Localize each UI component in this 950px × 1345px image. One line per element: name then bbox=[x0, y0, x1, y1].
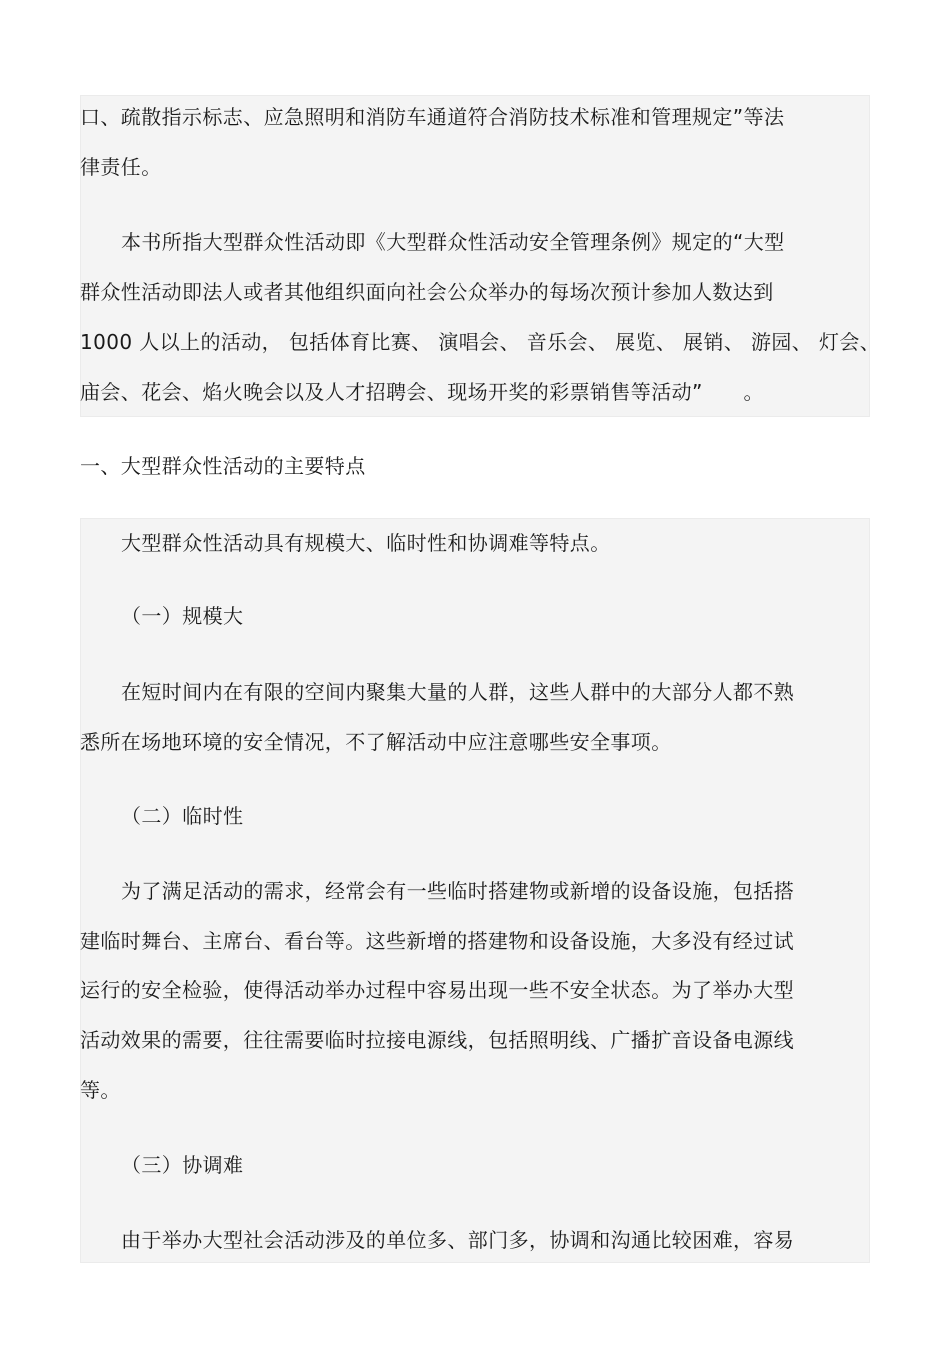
paragraph-line: 口、疏散指示标志、应急照明和消防车通道符合消防技术标准和管理规定”等法 bbox=[80, 105, 785, 129]
paragraph-line: 活动效果的需要，往往需要临时拉接电源线，包括照明线、广播扩音设备电源线 bbox=[80, 1028, 794, 1052]
paragraph-line: 由于举办大型社会活动涉及的单位多、部门多，协调和沟通比较困难，容易 bbox=[121, 1228, 795, 1252]
paragraph-line: 为了满足活动的需求，经常会有一些临时搭建物或新增的设备设施，包括搭 bbox=[121, 879, 795, 903]
subheading-temporary: （二）临时性 bbox=[121, 804, 244, 828]
paragraph-line: 建临时舞台、主席台、看台等。这些新增的搭建物和设备设施，大多没有经过试 bbox=[80, 929, 794, 953]
subheading-scale: （一）规模大 bbox=[121, 604, 244, 628]
paragraph-line: 在短时间内在有限的空间内聚集大量的人群，这些人群中的大部分人都不熟 bbox=[121, 680, 795, 704]
intro-paragraph: 大型群众性活动具有规模大、临时性和协调难等特点。 bbox=[121, 531, 611, 555]
paragraph-line: 等。 bbox=[80, 1078, 121, 1102]
paragraph-line: 庙会、花会、焰火晚会以及人才招聘会、现场开奖的彩票销售等活动” 。 bbox=[80, 380, 764, 404]
subheading-coordination: （三）协调难 bbox=[121, 1153, 244, 1177]
paragraph-line: 本书所指大型群众性活动即《大型群众性活动安全管理条例》规定的“大型 bbox=[121, 230, 785, 254]
text-block-legal-definition bbox=[80, 95, 870, 417]
paragraph-line: 群众性活动即法人或者其他组织面向社会公众举办的每场次预计参加人数达到 bbox=[80, 280, 774, 304]
paragraph-line: 悉所在场地环境的安全情况，不了解活动中应注意哪些安全事项。 bbox=[80, 730, 672, 754]
paragraph-line: 1000 人以上的活动， 包括体育比赛、 演唱会、 音乐会、 展览、 展销、 游园、 灯会、 bbox=[80, 330, 881, 354]
paragraph-line: 运行的安全检验，使得活动举办过程中容易出现一些不安全状态。为了举办大型 bbox=[80, 978, 794, 1002]
section-heading: 一、大型群众性活动的主要特点 bbox=[80, 454, 366, 478]
paragraph-line: 律责任。 bbox=[80, 155, 162, 179]
